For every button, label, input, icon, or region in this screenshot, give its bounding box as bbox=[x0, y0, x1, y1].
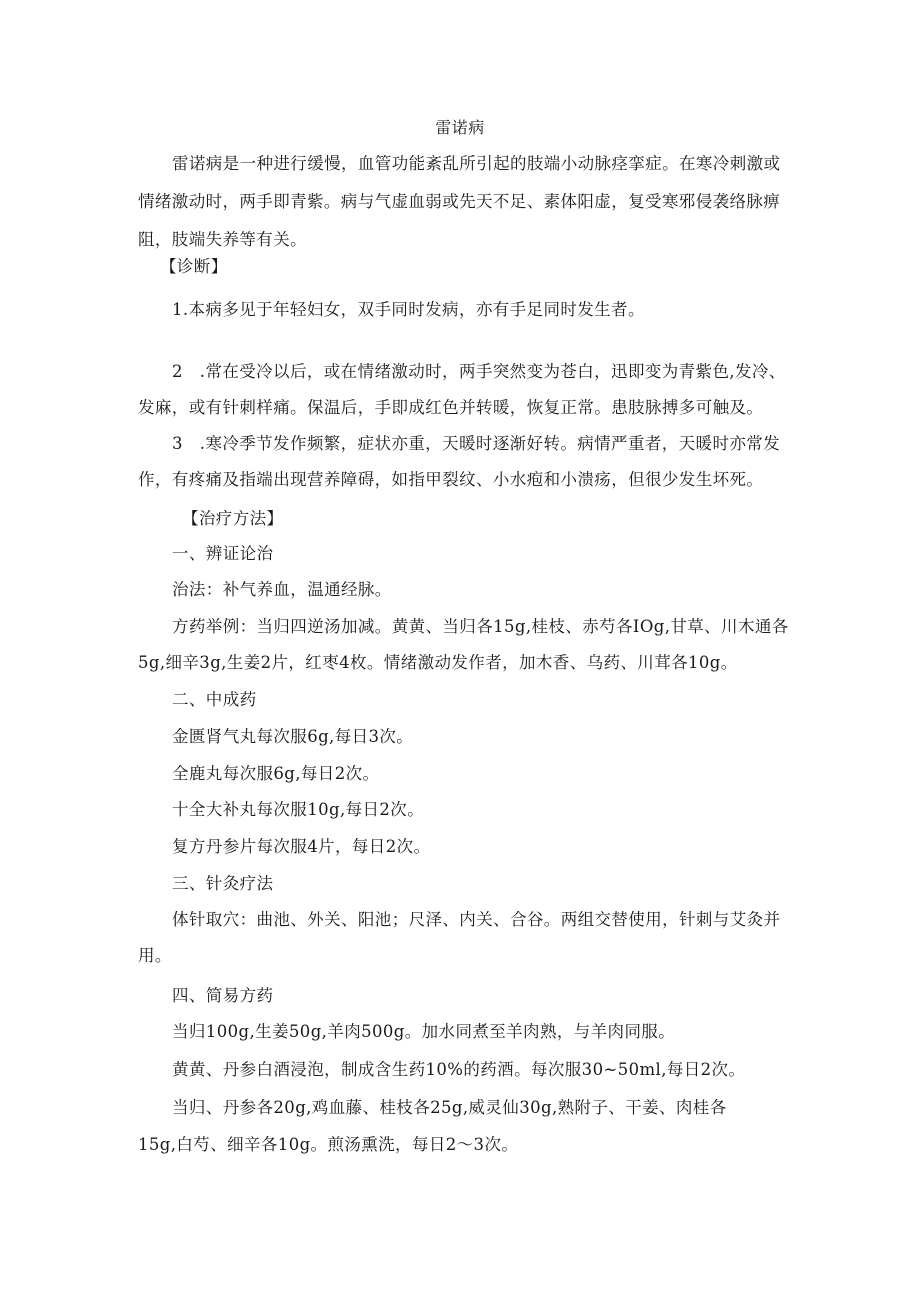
section-4-heading: 四、简易方药 bbox=[172, 986, 274, 1005]
intro-line-2: 情绪激动时，两手即青紫。病与气虚血弱或先天不足、素体阳虚，复受寒邪侵袭络脉痹 bbox=[138, 192, 781, 211]
section-2-item-4: 复方丹参片每次服4片，每日2次。 bbox=[172, 837, 431, 856]
treatment-heading: 【治疗方法】 bbox=[182, 509, 284, 528]
section-3-heading: 三、针灸疗法 bbox=[172, 874, 274, 893]
section-3-body-line-1: 体针取穴：曲池、外关、阳池；尺泽、内关、合谷。两组交替使用，针刺与艾灸并 bbox=[172, 910, 781, 929]
section-3-body-line-2: 用。 bbox=[138, 946, 172, 965]
section-1-prescription-line-2: 5g,细辛3g,生姜2片，红枣4枚。情绪激动发作者，加木香、乌药、川茸各10g。 bbox=[138, 653, 738, 672]
intro-line-1: 雷诺病是一种进行缓慢，血管功能紊乱所引起的肢端小动脉痉挛症。在寒冷刺激或 bbox=[172, 154, 781, 173]
section-2-heading: 二、中成药 bbox=[172, 690, 257, 709]
diagnosis-item-2-line-1: 2 .常在受冷以后，或在情绪激动时，两手突然变为苍白，迅即变为青紫色,发冷、 bbox=[172, 362, 786, 381]
section-1-prescription-line-1: 方药举例：当归四逆汤加减。黄黄、当归各15g,桂枝、赤芍各IOg,甘草、川木通各 bbox=[172, 617, 789, 636]
diagnosis-item-3-line-2: 作，有疼痛及指端出现营养障碍，如指甲裂纹、小水疱和小溃疡，但很少发生坏死。 bbox=[138, 470, 764, 489]
diagnosis-item-2-line-2: 发麻，或有针刺样痛。保温后，手即成红色并转暖，恢复正常。患肢脉搏多可触及。 bbox=[138, 398, 764, 417]
diagnosis-item-1: 1.本病多见于年轻妇女，双手同时发病，亦有手足同时发生者。 bbox=[172, 300, 645, 319]
section-1-method: 治法：补气养血，温通经脉。 bbox=[172, 580, 392, 599]
diagnosis-heading: 【诊断】 bbox=[160, 257, 228, 276]
section-4-item-3-line-1: 当归、丹参各20g,鸡血藤、桂枝各25g,威灵仙30g,熟附子、干姜、肉桂各 bbox=[172, 1098, 727, 1117]
diagnosis-item-3-line-1: 3 .寒冷季节发作频繁，症状亦重，天暖时逐渐好转。病情严重者，天暖时亦常发 bbox=[172, 434, 781, 453]
section-4-item-2: 黄黄、丹参白酒浸泡，制成含生药10%的药酒。每次服30~50ml,每日2次。 bbox=[172, 1060, 746, 1079]
section-2-item-1: 金匮肾气丸每次服6g,每日3次。 bbox=[172, 727, 414, 746]
section-2-item-3: 十全大补丸每次服10g,每日2次。 bbox=[172, 800, 425, 819]
page-title: 雷诺病 bbox=[435, 118, 485, 137]
intro-line-3: 阻，肢端失养等有关。 bbox=[138, 230, 307, 249]
section-4-item-3-line-2: 15g,白芍、细辛各10g。煎汤熏洗，每日2～3次。 bbox=[138, 1135, 519, 1154]
section-2-item-2: 全鹿丸每次服6g,每日2次。 bbox=[172, 764, 380, 783]
section-4-item-1: 当归100g,生姜50g,羊肉500g。加水同煮至羊肉熟，与羊肉同服。 bbox=[172, 1022, 676, 1041]
section-1-heading: 一、辨证论治 bbox=[172, 544, 274, 563]
